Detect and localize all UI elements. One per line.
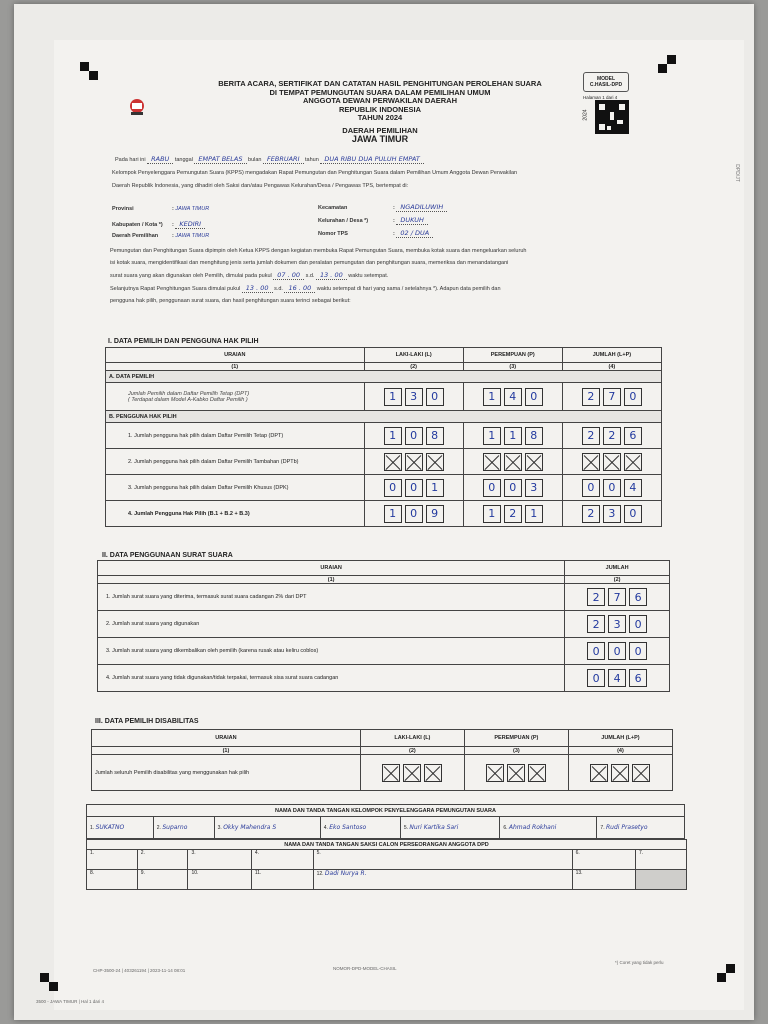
digit-box: 2 bbox=[582, 505, 600, 523]
table-row bbox=[98, 638, 670, 665]
female-cell bbox=[463, 501, 562, 527]
saksi-signature-cell bbox=[313, 850, 572, 870]
digit-box: 0 bbox=[504, 479, 522, 497]
ballot-usage-table bbox=[97, 560, 670, 692]
footer-center-code: NOMOR-DPD-MODEL-CHASIL bbox=[333, 966, 397, 971]
local-time-label-1: waktu setempat. bbox=[348, 273, 389, 279]
until-label-2: s.d. bbox=[274, 286, 283, 292]
digit-box: 8 bbox=[525, 427, 543, 445]
col-female-header: PEREMPUAN (P) bbox=[464, 730, 568, 747]
signature-number: 5. bbox=[403, 825, 408, 831]
body-line-5: pengguna hak pilih, penggunaan surat suara, dan hasil penghitungan suara terinci sebagai berikut: bbox=[110, 298, 351, 304]
signature-name: Eko Santoso bbox=[329, 824, 367, 831]
row-label: 3. Jumlah surat suara yang dikembalikan oleh pemilih (karena rusak atau keliru coblos) bbox=[98, 638, 565, 665]
col-index-3: (3) bbox=[464, 747, 568, 755]
male-cell bbox=[364, 449, 463, 475]
digit-box: 9 bbox=[426, 505, 444, 523]
table-row bbox=[98, 665, 670, 692]
crossed-box bbox=[632, 764, 650, 782]
digit-box: 0 bbox=[624, 388, 642, 406]
col-index-1: (1) bbox=[98, 576, 565, 584]
kpps-signature-cell bbox=[500, 817, 597, 839]
crossed-box bbox=[590, 764, 608, 782]
section-1-title: I. DATA PEMILIH DAN PENGGUNA HAK PILIH bbox=[108, 338, 259, 345]
side-code: DPD/JT bbox=[733, 164, 740, 182]
footer-page-info: 3500 - JAWA TIMUR | Hal 1 dari 4 bbox=[36, 999, 105, 1004]
digit-box: 1 bbox=[483, 427, 501, 445]
col-index-2: (2) bbox=[364, 363, 463, 371]
female-cell bbox=[463, 423, 562, 449]
digit-box: 6 bbox=[629, 669, 647, 687]
crossed-box bbox=[603, 453, 621, 471]
digit-box: 1 bbox=[384, 427, 402, 445]
qr-code-icon bbox=[595, 100, 629, 134]
total-cell bbox=[565, 584, 670, 611]
digit-box: 0 bbox=[384, 479, 402, 497]
empty-cell bbox=[635, 870, 686, 890]
year-vertical: 2024 bbox=[582, 109, 589, 121]
model-box bbox=[583, 72, 629, 92]
subdistrict-field: Kecamatan : NGADILUWIH bbox=[318, 203, 447, 211]
subdistrict-label: Kecamatan bbox=[318, 205, 348, 211]
signature-number: 5. bbox=[316, 850, 321, 856]
province-field: Provinsi : JAWA TIMUR bbox=[112, 206, 210, 212]
digit-box: 6 bbox=[624, 427, 642, 445]
digit-box: 0 bbox=[624, 505, 642, 523]
kpps-signature-title: NAMA DAN TANDA TANGAN KELOMPOK PENYELENGGARA PEMUNGUTAN SUARA bbox=[87, 805, 685, 817]
col-index-2: (2) bbox=[360, 747, 464, 755]
registration-mark-bottom-left bbox=[40, 973, 58, 991]
voter-data-table bbox=[105, 347, 662, 527]
title-line-2: DI TEMPAT PEMUNGUTAN SUARA DALAM PEMILIHAN UMUM bbox=[269, 87, 491, 97]
row-label: 1. Jumlah surat suara yang diterima, termasuk surat suara cadangan 2% dari DPT bbox=[98, 584, 565, 611]
signature-number: 8. bbox=[90, 870, 95, 876]
digit-box: 2 bbox=[587, 588, 605, 606]
disability-female-cell bbox=[464, 755, 568, 791]
digit-box: 4 bbox=[608, 669, 626, 687]
crossed-box bbox=[403, 764, 421, 782]
digit-box: 3 bbox=[608, 615, 626, 633]
crossed-box bbox=[424, 764, 442, 782]
district-field: Daerah Pemilihan : JAWA TIMUR bbox=[112, 233, 210, 239]
digit-box: 2 bbox=[582, 427, 600, 445]
local-time-label-2: waktu setempat di hari yang sama / setelahnya *). Adapun data pemilih dan bbox=[316, 286, 501, 292]
table-row bbox=[106, 423, 662, 449]
saksi-signature-cell bbox=[137, 870, 188, 890]
body-line-4 bbox=[110, 285, 680, 293]
count-end-value: 16 . 00 bbox=[284, 284, 315, 293]
registration-mark-top-right bbox=[658, 55, 676, 73]
female-cell bbox=[463, 449, 562, 475]
row-label: 4. Jumlah Pengguna Hak Pilih (B.1 + B.2 + B.3) bbox=[106, 501, 365, 527]
col-male-header: LAKI-LAKI (L) bbox=[364, 348, 463, 363]
disability-male-cell bbox=[360, 755, 464, 791]
start-time-label: surat suara yang akan digunakan oleh Pemilih, dimulai pada pukul bbox=[110, 273, 272, 279]
crossed-box bbox=[483, 453, 501, 471]
count-start-label: Selanjutnya Rapat Penghitungan Suara dimulai pukul bbox=[110, 286, 241, 292]
total-cell bbox=[562, 475, 661, 501]
digit-box: 1 bbox=[384, 505, 402, 523]
section-2-title: II. DATA PENGGUNAAN SURAT SUARA bbox=[102, 552, 233, 559]
electoral-district-value: JAWA TIMUR bbox=[175, 233, 210, 239]
section-3-title: III. DATA PEMILIH DISABILITAS bbox=[95, 718, 199, 725]
signature-number: 2. bbox=[140, 850, 145, 856]
digit-box: 0 bbox=[426, 388, 444, 406]
region-label: DAERAH PEMILIHAN bbox=[342, 126, 418, 135]
dpt-total-cell bbox=[562, 383, 661, 411]
saksi-signature-cell bbox=[635, 850, 686, 870]
subdistrict-value: NGADILUWIH bbox=[396, 203, 447, 212]
intro-line-1 bbox=[115, 156, 595, 164]
signature-name: Okky Mahendra S bbox=[223, 824, 277, 831]
province-value: JAWA TIMUR bbox=[175, 206, 210, 212]
row-label: 4. Jumlah surat suara yang tidak digunakan/tidak terpakai, termasuk sisa surat suara cadangan bbox=[98, 665, 565, 692]
village-field: Kelurahan / Desa *) : DUKUH bbox=[318, 216, 428, 224]
signature-name: Suparno bbox=[162, 824, 188, 831]
section-b-label: B. PENGGUNA HAK PILIH bbox=[106, 411, 662, 423]
crossed-box bbox=[384, 453, 402, 471]
page-label: Halaman 1 dari 4 bbox=[583, 95, 618, 100]
intro-month-label: bulan bbox=[248, 157, 262, 163]
saksi-signature-cell bbox=[251, 850, 313, 870]
digit-box: 0 bbox=[587, 669, 605, 687]
model-label: MODEL bbox=[596, 76, 616, 82]
intro-day-label: Pada hari ini bbox=[115, 157, 146, 163]
kpps-signature-cell bbox=[597, 817, 685, 839]
saksi-signature-cell bbox=[87, 850, 138, 870]
tps-value: 02 / DUA bbox=[396, 229, 433, 238]
signature-name: Nuri Kartika Sari bbox=[409, 824, 459, 831]
kpps-signature-cell bbox=[153, 817, 214, 839]
count-start-value: 13 . 00 bbox=[242, 284, 273, 293]
col-male-header: LAKI-LAKI (L) bbox=[360, 730, 464, 747]
digit-box: 1 bbox=[504, 427, 522, 445]
kpps-signature-table bbox=[86, 804, 685, 839]
village-value: DUKUH bbox=[396, 216, 428, 225]
dpt-row-label-1: Jumlah Pemilih dalam Daftar Pemilih Tetap (DPT) bbox=[128, 390, 250, 397]
tps-label: Nomor TPS bbox=[318, 231, 348, 237]
signature-number: 2. bbox=[156, 825, 161, 831]
total-cell bbox=[562, 449, 661, 475]
signature-number: 4. bbox=[254, 850, 260, 856]
digit-box: 6 bbox=[629, 588, 647, 606]
col-total-header: JUMLAH (L+P) bbox=[568, 730, 672, 747]
intro-date-value: EMPAT BELAS bbox=[194, 155, 246, 164]
col-index-2: (2) bbox=[565, 576, 670, 584]
disability-voter-table bbox=[91, 729, 673, 791]
col-index-4: (4) bbox=[562, 363, 661, 371]
row-label: 3. Jumlah pengguna hak pilih dalam Daftar Pemilih Khusus (DPK) bbox=[106, 475, 365, 501]
total-cell bbox=[565, 638, 670, 665]
digit-box: 7 bbox=[608, 588, 626, 606]
digit-box: 2 bbox=[504, 505, 522, 523]
intro-date-label: tanggal bbox=[174, 157, 193, 163]
tps-field: Nomor TPS : 02 / DUA bbox=[318, 229, 433, 237]
dpt-row-label-2: ( Terdapat dalam Model A-Kabko Daftar Pemilih ) bbox=[128, 396, 248, 403]
digit-box: 0 bbox=[405, 479, 423, 497]
digit-box: 0 bbox=[603, 479, 621, 497]
kpps-signature-cell bbox=[400, 817, 500, 839]
title-line-5: TAHUN 2024 bbox=[357, 113, 403, 122]
until-label-1: s.d. bbox=[305, 273, 315, 279]
saksi-signature-cell bbox=[188, 850, 251, 870]
end-time-value: 13 . 00 bbox=[316, 271, 347, 280]
saksi-signature-cell bbox=[572, 870, 635, 890]
regency-field: Kabupaten / Kota *) : KEDIRI bbox=[112, 220, 205, 228]
saksi-signature-cell bbox=[251, 870, 313, 890]
table-row bbox=[98, 584, 670, 611]
registration-mark-bottom-right bbox=[717, 964, 735, 982]
col-total-header: JUMLAH bbox=[565, 561, 670, 576]
footnote: *) Coret yang tidak perlu bbox=[615, 960, 664, 965]
table-row bbox=[106, 475, 662, 501]
model-code: C.HASIL-DPD bbox=[589, 82, 623, 88]
signature-number: 6. bbox=[503, 825, 508, 831]
intro-year-value: DUA RIBU DUA PULUH EMPAT bbox=[320, 155, 424, 164]
signature-number: 10. bbox=[191, 870, 199, 876]
digit-box: 2 bbox=[582, 388, 600, 406]
kpps-signature-cell bbox=[87, 817, 154, 839]
dpt-female-cell bbox=[463, 383, 562, 411]
digit-box: 4 bbox=[504, 388, 522, 406]
digit-box: 1 bbox=[483, 388, 501, 406]
signature-number: 9. bbox=[140, 870, 145, 876]
electoral-district-label: Daerah Pemilihan bbox=[112, 233, 159, 239]
title-line-4: REPUBLIK INDONESIA bbox=[338, 104, 422, 114]
digit-box: 0 bbox=[405, 427, 423, 445]
province-label: Provinsi bbox=[112, 206, 134, 212]
section-a-label: A. DATA PEMILIH bbox=[106, 371, 662, 383]
kpps-signature-cell bbox=[214, 817, 320, 839]
total-cell bbox=[562, 423, 661, 449]
saksi-signature-cell bbox=[137, 850, 188, 870]
col-index-1: (1) bbox=[92, 747, 361, 755]
start-time-value: 07 . 00 bbox=[273, 271, 304, 280]
body-line-1: Pemungutan dan Penghitungan Suara dipimpin oleh Ketua KPPS dengan kegiatan membuka Rapat Pemungutan Suara, membuka kotak suara dan mengeluarkan seluruh bbox=[110, 248, 527, 254]
disability-row-label: Jumlah seluruh Pemilih disabilitas yang menggunakan hak pilih bbox=[92, 755, 361, 791]
saksi-signature-cell bbox=[313, 870, 572, 890]
registration-mark-top-left bbox=[80, 62, 98, 80]
signature-number: 11. bbox=[254, 870, 262, 876]
col-total-header: JUMLAH (L+P) bbox=[562, 348, 661, 363]
intro-year-label: tahun bbox=[305, 157, 319, 163]
digit-box: 1 bbox=[426, 479, 444, 497]
disability-total-cell bbox=[568, 755, 672, 791]
title-line-1: BERITA ACARA, SERTIFIKAT DAN CATATAN HASIL PENGHITUNGAN PEROLEHAN SUARA bbox=[218, 79, 542, 88]
crossed-box bbox=[525, 453, 543, 471]
table-row bbox=[106, 449, 662, 475]
signature-name: Dadi Nurya R. bbox=[324, 870, 367, 877]
digit-box: 4 bbox=[624, 479, 642, 497]
kpps-signature-cell bbox=[320, 817, 400, 839]
digit-box: 0 bbox=[582, 479, 600, 497]
col-index-1: (1) bbox=[106, 363, 365, 371]
signature-name: Rudi Prasetyo bbox=[605, 824, 648, 831]
saksi-signature-cell bbox=[188, 870, 251, 890]
table-row bbox=[106, 501, 662, 527]
signature-number: 1. bbox=[90, 850, 95, 856]
digit-box: 0 bbox=[608, 642, 626, 660]
village-label: Kelurahan / Desa *) bbox=[318, 218, 369, 224]
digit-box: 2 bbox=[587, 615, 605, 633]
intro-line-3: Daerah Republik Indonesia, yang dihadiri oleh Saksi dan/atau Pengawas Kelurahan/Desa / Pengawas TPS, bertempat di: bbox=[112, 183, 409, 189]
total-cell bbox=[562, 501, 661, 527]
crossed-box bbox=[504, 453, 522, 471]
signature-number: 13. bbox=[575, 870, 583, 876]
digit-box: 0 bbox=[629, 642, 647, 660]
signature-number: 6. bbox=[575, 850, 580, 856]
digit-box: 1 bbox=[483, 505, 501, 523]
body-line-2: isi kotak suara, mengidentifikasi dan menghitung jenis serta jumlah dokumen dan peralatan pemungutan dan penghitungan suara, memeriksa dan menandatangani bbox=[110, 260, 509, 266]
crossed-box bbox=[405, 453, 423, 471]
saksi-signature-cell bbox=[87, 870, 138, 890]
body-line-3 bbox=[110, 272, 680, 280]
digit-box: 0 bbox=[587, 642, 605, 660]
saksi-signature-title: NAMA DAN TANDA TANGAN SAKSI CALON PERSEORANGAN ANGGOTA DPD bbox=[87, 840, 687, 850]
signature-name: SUKATNO bbox=[95, 824, 125, 831]
signature-name: Ahmad Rokhani bbox=[508, 824, 557, 831]
regency-value: KEDIRI bbox=[175, 220, 205, 229]
signature-number: 3. bbox=[191, 850, 196, 856]
digit-box: 0 bbox=[525, 388, 543, 406]
signature-number: 4. bbox=[323, 825, 328, 831]
row-label: 2. Jumlah surat suara yang digunakan bbox=[98, 611, 565, 638]
digit-box: 3 bbox=[405, 388, 423, 406]
row-label: 2. Jumlah pengguna hak pilih dalam Daftar Pemilih Tambahan (DPTb) bbox=[106, 449, 365, 475]
total-cell bbox=[565, 665, 670, 692]
col-index-3: (3) bbox=[463, 363, 562, 371]
digit-box: 1 bbox=[384, 388, 402, 406]
region-heading bbox=[250, 126, 510, 144]
crossed-box bbox=[624, 453, 642, 471]
female-cell bbox=[463, 475, 562, 501]
digit-box: 8 bbox=[426, 427, 444, 445]
regency-label: Kabupaten / Kota *) bbox=[112, 222, 163, 228]
kpu-logo-icon bbox=[128, 97, 146, 117]
signature-number: 7. bbox=[600, 825, 605, 831]
male-cell bbox=[364, 475, 463, 501]
male-cell bbox=[364, 423, 463, 449]
col-uraian-header: URAIAN bbox=[98, 561, 565, 576]
digit-box: 0 bbox=[405, 505, 423, 523]
total-cell bbox=[565, 611, 670, 638]
signature-number: 1. bbox=[90, 825, 95, 831]
footer-code: CHP-3500-24 | 403261194 | 2023-11-14 08:01 bbox=[93, 968, 186, 973]
crossed-box bbox=[582, 453, 600, 471]
digit-box: 3 bbox=[603, 505, 621, 523]
intro-month-value: FEBRUARI bbox=[263, 155, 303, 164]
title-line-3: ANGGOTA DEWAN PERWAKILAN DAERAH bbox=[302, 96, 458, 105]
saksi-signature-cell bbox=[572, 850, 635, 870]
crossed-box bbox=[507, 764, 525, 782]
digit-box: 1 bbox=[525, 505, 543, 523]
col-index-4: (4) bbox=[568, 747, 672, 755]
signature-number: 3. bbox=[217, 825, 222, 831]
col-female-header: PEREMPUAN (P) bbox=[463, 348, 562, 363]
dpt-row-label bbox=[106, 383, 365, 411]
dpt-male-cell bbox=[364, 383, 463, 411]
col-uraian-header: URAIAN bbox=[106, 348, 365, 363]
digit-box: 2 bbox=[603, 427, 621, 445]
male-cell bbox=[364, 501, 463, 527]
digit-box: 3 bbox=[525, 479, 543, 497]
signature-number: 7. bbox=[638, 850, 644, 856]
intro-line-2: Kelompok Penyelenggara Pemungutan Suara (KPPS) mengadakan Rapat Pemungutan dan Penghitungan Suara dalam Pemilihan Umum Anggota Dewan Perwakilan bbox=[112, 170, 518, 176]
signature-number: 12. bbox=[316, 871, 324, 877]
digit-box: 7 bbox=[603, 388, 621, 406]
table-row bbox=[98, 611, 670, 638]
crossed-box bbox=[382, 764, 400, 782]
col-uraian-header: URAIAN bbox=[92, 730, 361, 747]
region-value: JAWA TIMUR bbox=[351, 134, 409, 144]
form-title bbox=[170, 80, 590, 123]
crossed-box bbox=[528, 764, 546, 782]
body-paragraph bbox=[110, 248, 680, 305]
digit-box: 0 bbox=[483, 479, 501, 497]
crossed-box bbox=[486, 764, 504, 782]
row-label: 1. Jumlah pengguna hak pilih dalam Daftar Pemilih Tetap (DPT) bbox=[106, 423, 365, 449]
digit-box: 0 bbox=[629, 615, 647, 633]
crossed-box bbox=[611, 764, 629, 782]
intro-day-value: RABU bbox=[147, 155, 173, 164]
crossed-box bbox=[426, 453, 444, 471]
saksi-signature-table bbox=[86, 839, 687, 890]
